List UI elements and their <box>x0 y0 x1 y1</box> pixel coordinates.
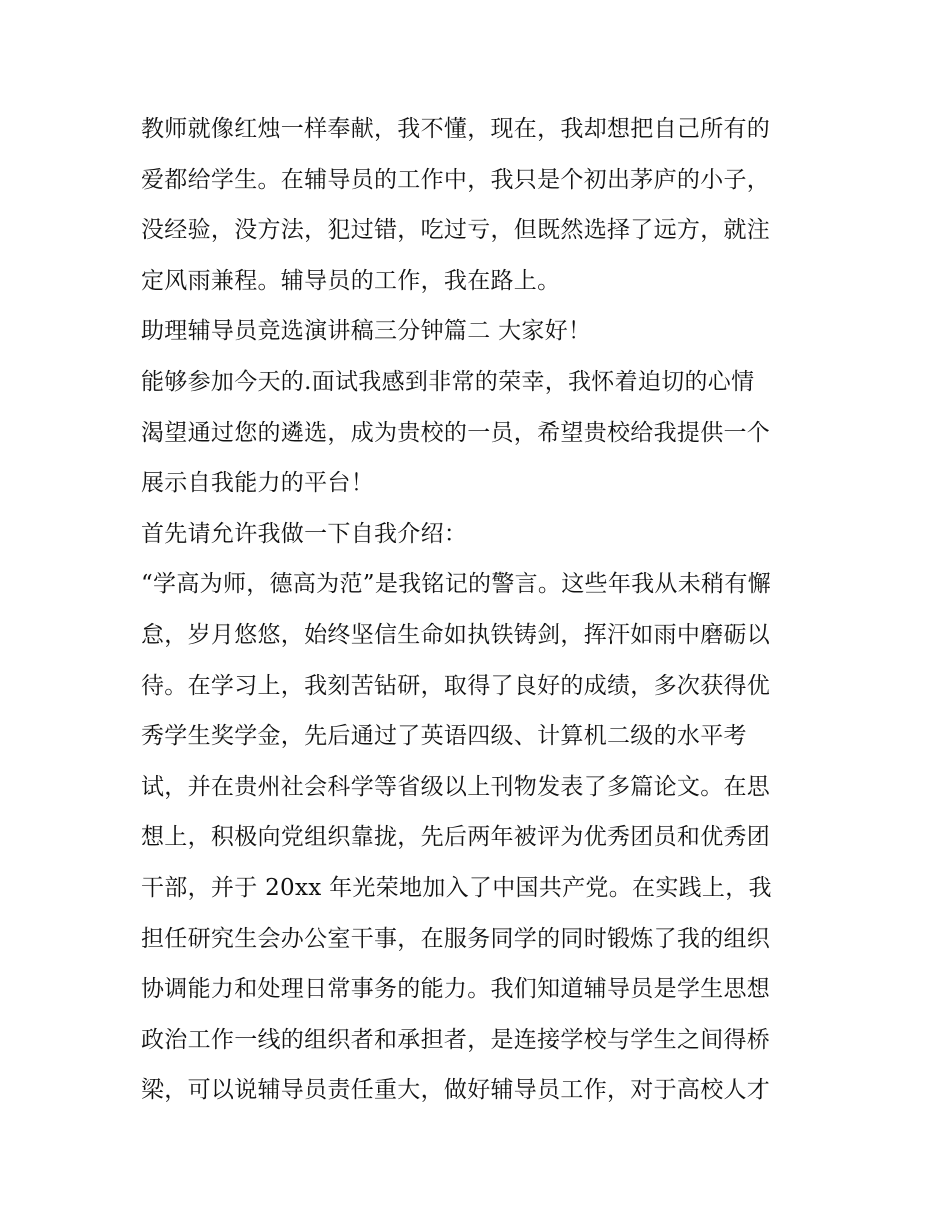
text-line: 能够参加今天的.面试我感到非常的荣幸，我怀着迫切的心情 <box>141 368 755 395</box>
text-line: 待。在学习上，我刻苦钻研，取得了良好的成绩，多次获得优 <box>141 672 771 699</box>
text-line: 协调能力和处理日常事务的能力。我们知道辅导员是学生思想 <box>141 976 771 1003</box>
text-line: 渴望通过您的遴选，成为贵校的一员，希望贵校给我提供一个 <box>141 419 771 446</box>
text-line: “学高为师，德高为范”是我铭记的警言。这些年我从未稍有懈 <box>141 571 771 598</box>
text-line: 想上，积极向党组织靠拢，先后两年被评为优秀团员和优秀团 <box>141 824 771 851</box>
text-line: 爱都给学生。在辅导员的工作中，我只是个初出茅庐的小子， <box>141 166 771 193</box>
text-line: 担任研究生会办公室干事，在服务同学的同时锻炼了我的组织 <box>141 925 771 952</box>
text-line: 干部，并于 20xx 年光荣地加入了中国共产党。在实践上，我 <box>141 874 772 901</box>
body-text <box>141 104 821 1116</box>
text-line: 怠，岁月悠悠，始终坚信生命如执铁铸剑，挥汗如雨中磨砺以 <box>141 621 771 648</box>
text-line: 梁，可以说辅导员责任重大，做好辅导员工作，对于高校人才 <box>141 1077 771 1104</box>
text-line: 试，并在贵州社会科学等省级以上刊物发表了多篇论文。在思 <box>141 773 771 800</box>
text-line: 政治工作一线的组织者和承担者，是连接学校与学生之间得桥 <box>141 1026 771 1053</box>
text-line: 没经验，没方法，犯过错，吃过亏，但既然选择了远方，就注 <box>141 217 771 244</box>
text-line: 定风雨兼程。辅导员的工作，我在路上。 <box>141 267 561 294</box>
text-line: 首先请允许我做一下自我介绍： <box>141 520 468 547</box>
text-line: 展示自我能力的平台！ <box>141 470 374 497</box>
section-heading-line: 助理辅导员竞选演讲稿三分钟篇二 大家好！ <box>141 318 592 345</box>
text-line: 教师就像红烛一样奉献，我不懂，现在，我却想把自己所有的 <box>141 116 771 142</box>
text-line: 秀学生奖学金，先后通过了英语四级、计算机二级的水平考 <box>141 723 747 750</box>
